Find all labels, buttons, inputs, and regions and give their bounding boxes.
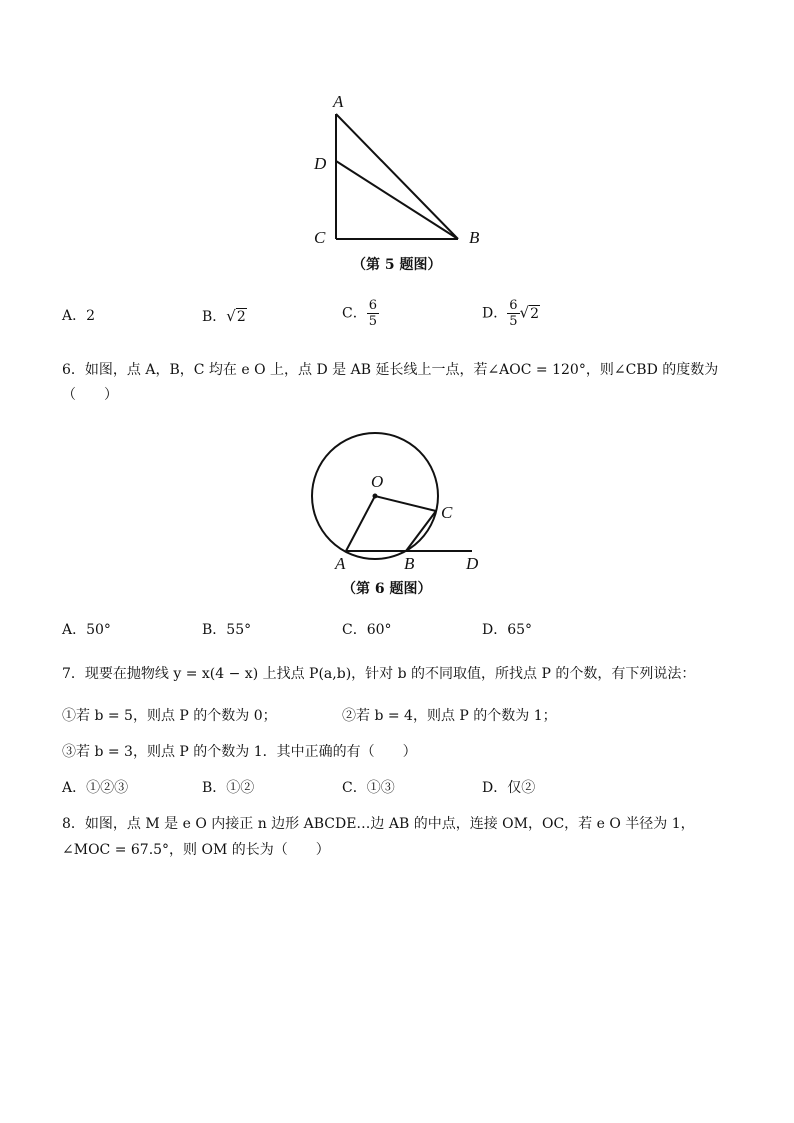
radicand: 2 bbox=[236, 309, 246, 325]
numerator: 6 bbox=[509, 298, 518, 313]
q7-option-b[interactable]: B．①② bbox=[202, 780, 255, 796]
option-value: 2 bbox=[86, 308, 96, 324]
numerator: 6 bbox=[368, 298, 377, 313]
figure-5-caption: （第 5 题图） bbox=[352, 257, 442, 273]
segment-AB bbox=[336, 114, 458, 239]
option-letter: D． bbox=[482, 305, 508, 322]
segment-OC bbox=[375, 496, 436, 511]
q7-option-a[interactable]: A．①②③ bbox=[62, 780, 129, 796]
label-C-fig6: C bbox=[441, 503, 453, 522]
q6-stem-line1: 6．如图，点 A，B，C 均在 e O 上，点 D 是 AB 延长线上一点，若∠AOC = 120°，则∠CBD 的度数为 bbox=[62, 362, 719, 378]
q7-statement-1: ①若 b = 5，则点 P 的个数为 0； bbox=[62, 708, 277, 724]
q8-stem-line1: 8．如图，点 M 是 e O 内接正 n 边形 ABCDE…边 AB 的中点，连接 OM，OC，若 e O 半径为 1， bbox=[62, 816, 695, 832]
q7-statement-3: ③若 b = 3，则点 P 的个数为 1．其中正确的有（ ） bbox=[62, 744, 417, 760]
figure-5-diagram bbox=[290, 80, 510, 280]
q5-option-b[interactable] bbox=[202, 306, 247, 327]
fraction bbox=[507, 298, 519, 329]
segment-CB bbox=[406, 511, 436, 551]
option-letter: A． bbox=[62, 308, 87, 324]
denominator: 5 bbox=[509, 314, 518, 329]
q6-option-c[interactable]: C．60° bbox=[342, 622, 392, 638]
figure-6-caption: （第 6 题图） bbox=[342, 581, 432, 597]
q5-option-a[interactable] bbox=[62, 306, 95, 326]
q6-option-a[interactable]: A．50° bbox=[62, 622, 111, 638]
label-B-fig5: B bbox=[469, 228, 480, 247]
segment-DB bbox=[336, 161, 458, 239]
q8-stem-line2: ∠MOC = 67.5°，则 OM 的长为（ ） bbox=[62, 842, 330, 858]
q7-option-d[interactable]: D．仅② bbox=[482, 780, 536, 796]
radicand: 2 bbox=[530, 305, 539, 322]
q7-stem-line1: 7．现要在抛物线 y = x(4 − x) 上找点 P(a,b)，针对 b 的不同取值，所找点 P 的个数，有下列说法： bbox=[62, 666, 696, 682]
label-A-fig5: A bbox=[333, 92, 344, 111]
sqrt-symbol: √ bbox=[519, 303, 530, 322]
denominator: 5 bbox=[368, 314, 377, 329]
segment-OA bbox=[346, 496, 375, 551]
q6-stem-line2: （ ） bbox=[62, 387, 118, 403]
label-O-fig6: O bbox=[371, 472, 384, 491]
q7-statement-2: ②若 b = 4，则点 P 的个数为 1； bbox=[342, 708, 557, 724]
label-C-fig5: C bbox=[314, 228, 326, 247]
label-D-fig5: D bbox=[314, 154, 327, 173]
q5-option-d[interactable] bbox=[482, 298, 540, 329]
q6-option-d[interactable]: D．65° bbox=[482, 622, 533, 638]
q7-option-c[interactable]: C．①③ bbox=[342, 780, 395, 796]
sqrt-symbol: √ bbox=[226, 307, 236, 325]
q6-option-b[interactable]: B．55° bbox=[202, 622, 252, 638]
option-letter: B． bbox=[202, 309, 227, 325]
fraction bbox=[367, 298, 379, 329]
label-A-fig6: A bbox=[335, 554, 346, 573]
option-letter: C． bbox=[342, 305, 367, 322]
point-O bbox=[373, 494, 378, 499]
q5-option-c[interactable] bbox=[342, 298, 379, 329]
label-B-fig6: B bbox=[404, 554, 415, 573]
figure-6-diagram bbox=[300, 425, 500, 570]
label-D-fig6: D bbox=[466, 554, 479, 573]
